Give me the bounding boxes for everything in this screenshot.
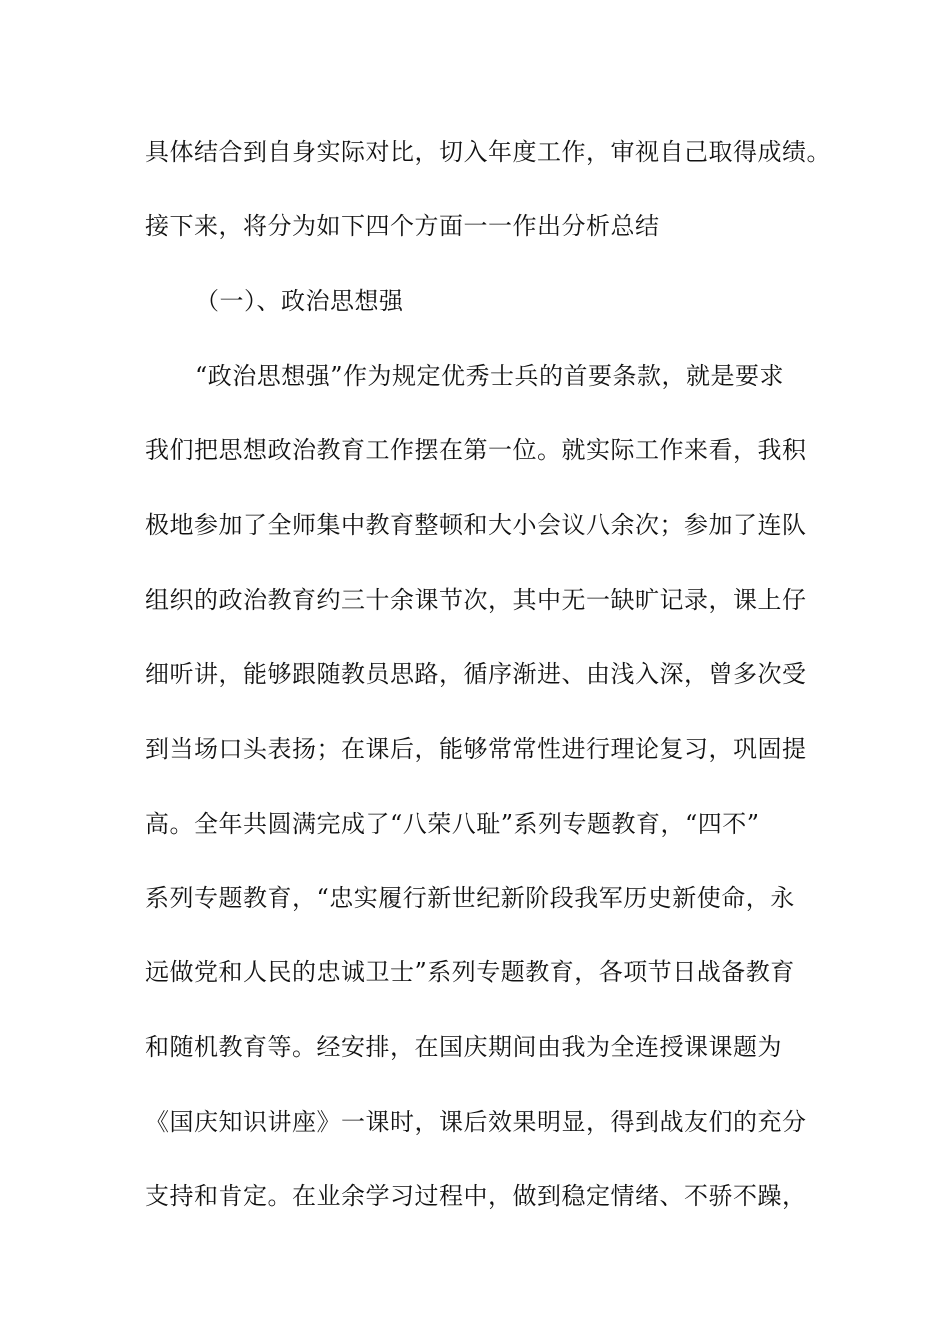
- text-line: 《国庆知识讲座》一课时，课后效果明显，得到战友们的充分: [145, 1108, 807, 1136]
- text-line: 极地参加了全师集中教育整顿和大小会议八余次；参加了连队: [145, 511, 807, 539]
- text-line: 我们把思想政治教育工作摆在第一位。就实际工作来看，我积: [145, 436, 807, 464]
- section-heading: （一）、政治思想强: [195, 287, 404, 315]
- text-line: 远做党和人民的忠诚卫士”系列专题教育，各项节日战备教育: [145, 958, 795, 986]
- text-line: 细听讲，能够跟随教员思路，循序渐进、由浅入深，曾多次受: [145, 660, 807, 688]
- text-line: 和随机教育等。经安排，在国庆期间由我为全连授课课题为: [145, 1033, 782, 1061]
- text-line: 接下来，将分为如下四个方面一一作出分析总结: [145, 212, 660, 240]
- text-line: 到当场口头表扬；在课后，能够常常性进行理论复习，巩固提: [145, 735, 807, 763]
- text-line: 高。全年共圆满完成了“八荣八耻”系列专题教育，“四不”: [145, 810, 760, 838]
- paragraph-first-line: “政治思想强”作为规定优秀士兵的首要条款，就是要求: [195, 362, 785, 390]
- text-line: 具体结合到自身实际对比，切入年度工作，审视自己取得成绩。: [145, 138, 831, 166]
- text-line: 组织的政治教育约三十余课节次，其中无一缺旷记录，课上仔: [145, 586, 807, 614]
- text-line: 系列专题教育，“忠实履行新世纪新阶段我军历史新使命，永: [145, 884, 795, 912]
- text-line: 支持和肯定。在业余学习过程中，做到稳定情绪、不骄不躁，: [145, 1182, 807, 1210]
